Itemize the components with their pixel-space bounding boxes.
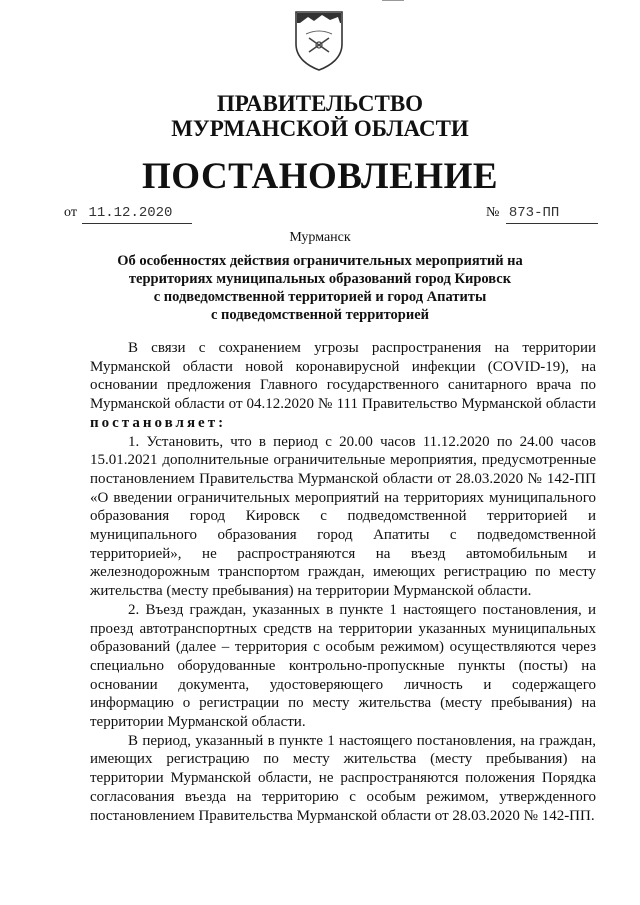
date-value: 11.12.2020 <box>88 205 173 221</box>
city: Мурманск <box>289 230 351 245</box>
date-underline <box>82 223 192 224</box>
date-prefix: от <box>64 205 77 220</box>
paragraph-preamble <box>90 339 596 433</box>
document-subject <box>0 252 640 324</box>
paragraph-2-continued: В период, указанный в пункте 1 настоящего постановления, на граждан, имеющих регистрацию по месту жительства (месту пребывания) на территории Мурманской области, не распространяются положения Порядка согласования въезда на территорию с особым режимом, утвержденного постановлением Правительства Мурманской области от 28.03.2020 № 142-ПП. <box>90 732 596 824</box>
resolves-keyword: постановляет: <box>90 414 227 431</box>
paragraph-2: 2. Въезд граждан, указанных в пункте 1 настоящего постановления, и проезд автотранспортных средств на территории указанных муниципальных образований (далее – территория с особым режимом) осуществляются через специально оборудованные контрольно-пропускные пункты (посты) на основании документа, удостоверяющего личность и содержащего информацию о регистрации по месту жительства (месту пребывания) на территории Мурманской области. <box>90 601 596 731</box>
paragraph-1: 1. Установить, что в период с 20.00 часов 11.12.2020 по 24.00 часов 15.01.2021 дополнительные ограничительные мероприятия, предусмотренные постановлением Правительства Мурманской области от 28.03.2020 № 142-ПП «О введении ограничительных мероприятий на территориях муниципального образования город Кировск с подведомственной территорией и муниципального образования город Апатиты с подведомственной территорией», не распространяются на въезд автомобильным и железнодорожным транспортом граждан, имеющих регистрацию по месту жительства (месту пребывания) на территории Мурманской области. <box>90 433 596 600</box>
government-title-line1: ПРАВИТЕЛЬСТВО <box>216 91 424 116</box>
top-rule <box>382 0 404 1</box>
number-value: 873-ПП <box>508 205 560 221</box>
number-prefix: № <box>486 205 500 220</box>
number-field <box>486 205 559 225</box>
government-title-line2: МУРМАНСКОЙ ОБЛАСТИ <box>171 116 469 141</box>
subject-line: территориях муниципальных образований город Кировск <box>128 271 512 287</box>
preamble-text: В связи с сохранением угрозы распространения на территории Мурманской области новой коронавирусной инфекции (COVID-19), на основании предложения Главного государственного санитарного врача по Мурманской области от 04.12.2020 № 111 Правительство Мурманской области <box>90 340 596 413</box>
document-type-title: ПОСТАНОВЛЕНИЕ <box>141 156 499 197</box>
date-field <box>64 205 172 225</box>
coat-of-arms-icon <box>292 8 346 72</box>
subject-line: с подведомственной территорией <box>210 307 430 323</box>
number-underline <box>506 223 598 224</box>
subject-line: Об особенностях действия ограничительных мероприятий на <box>117 253 523 269</box>
document-body <box>90 339 596 825</box>
subject-line: с подведомственной территорией и город Апатиты <box>153 289 487 305</box>
